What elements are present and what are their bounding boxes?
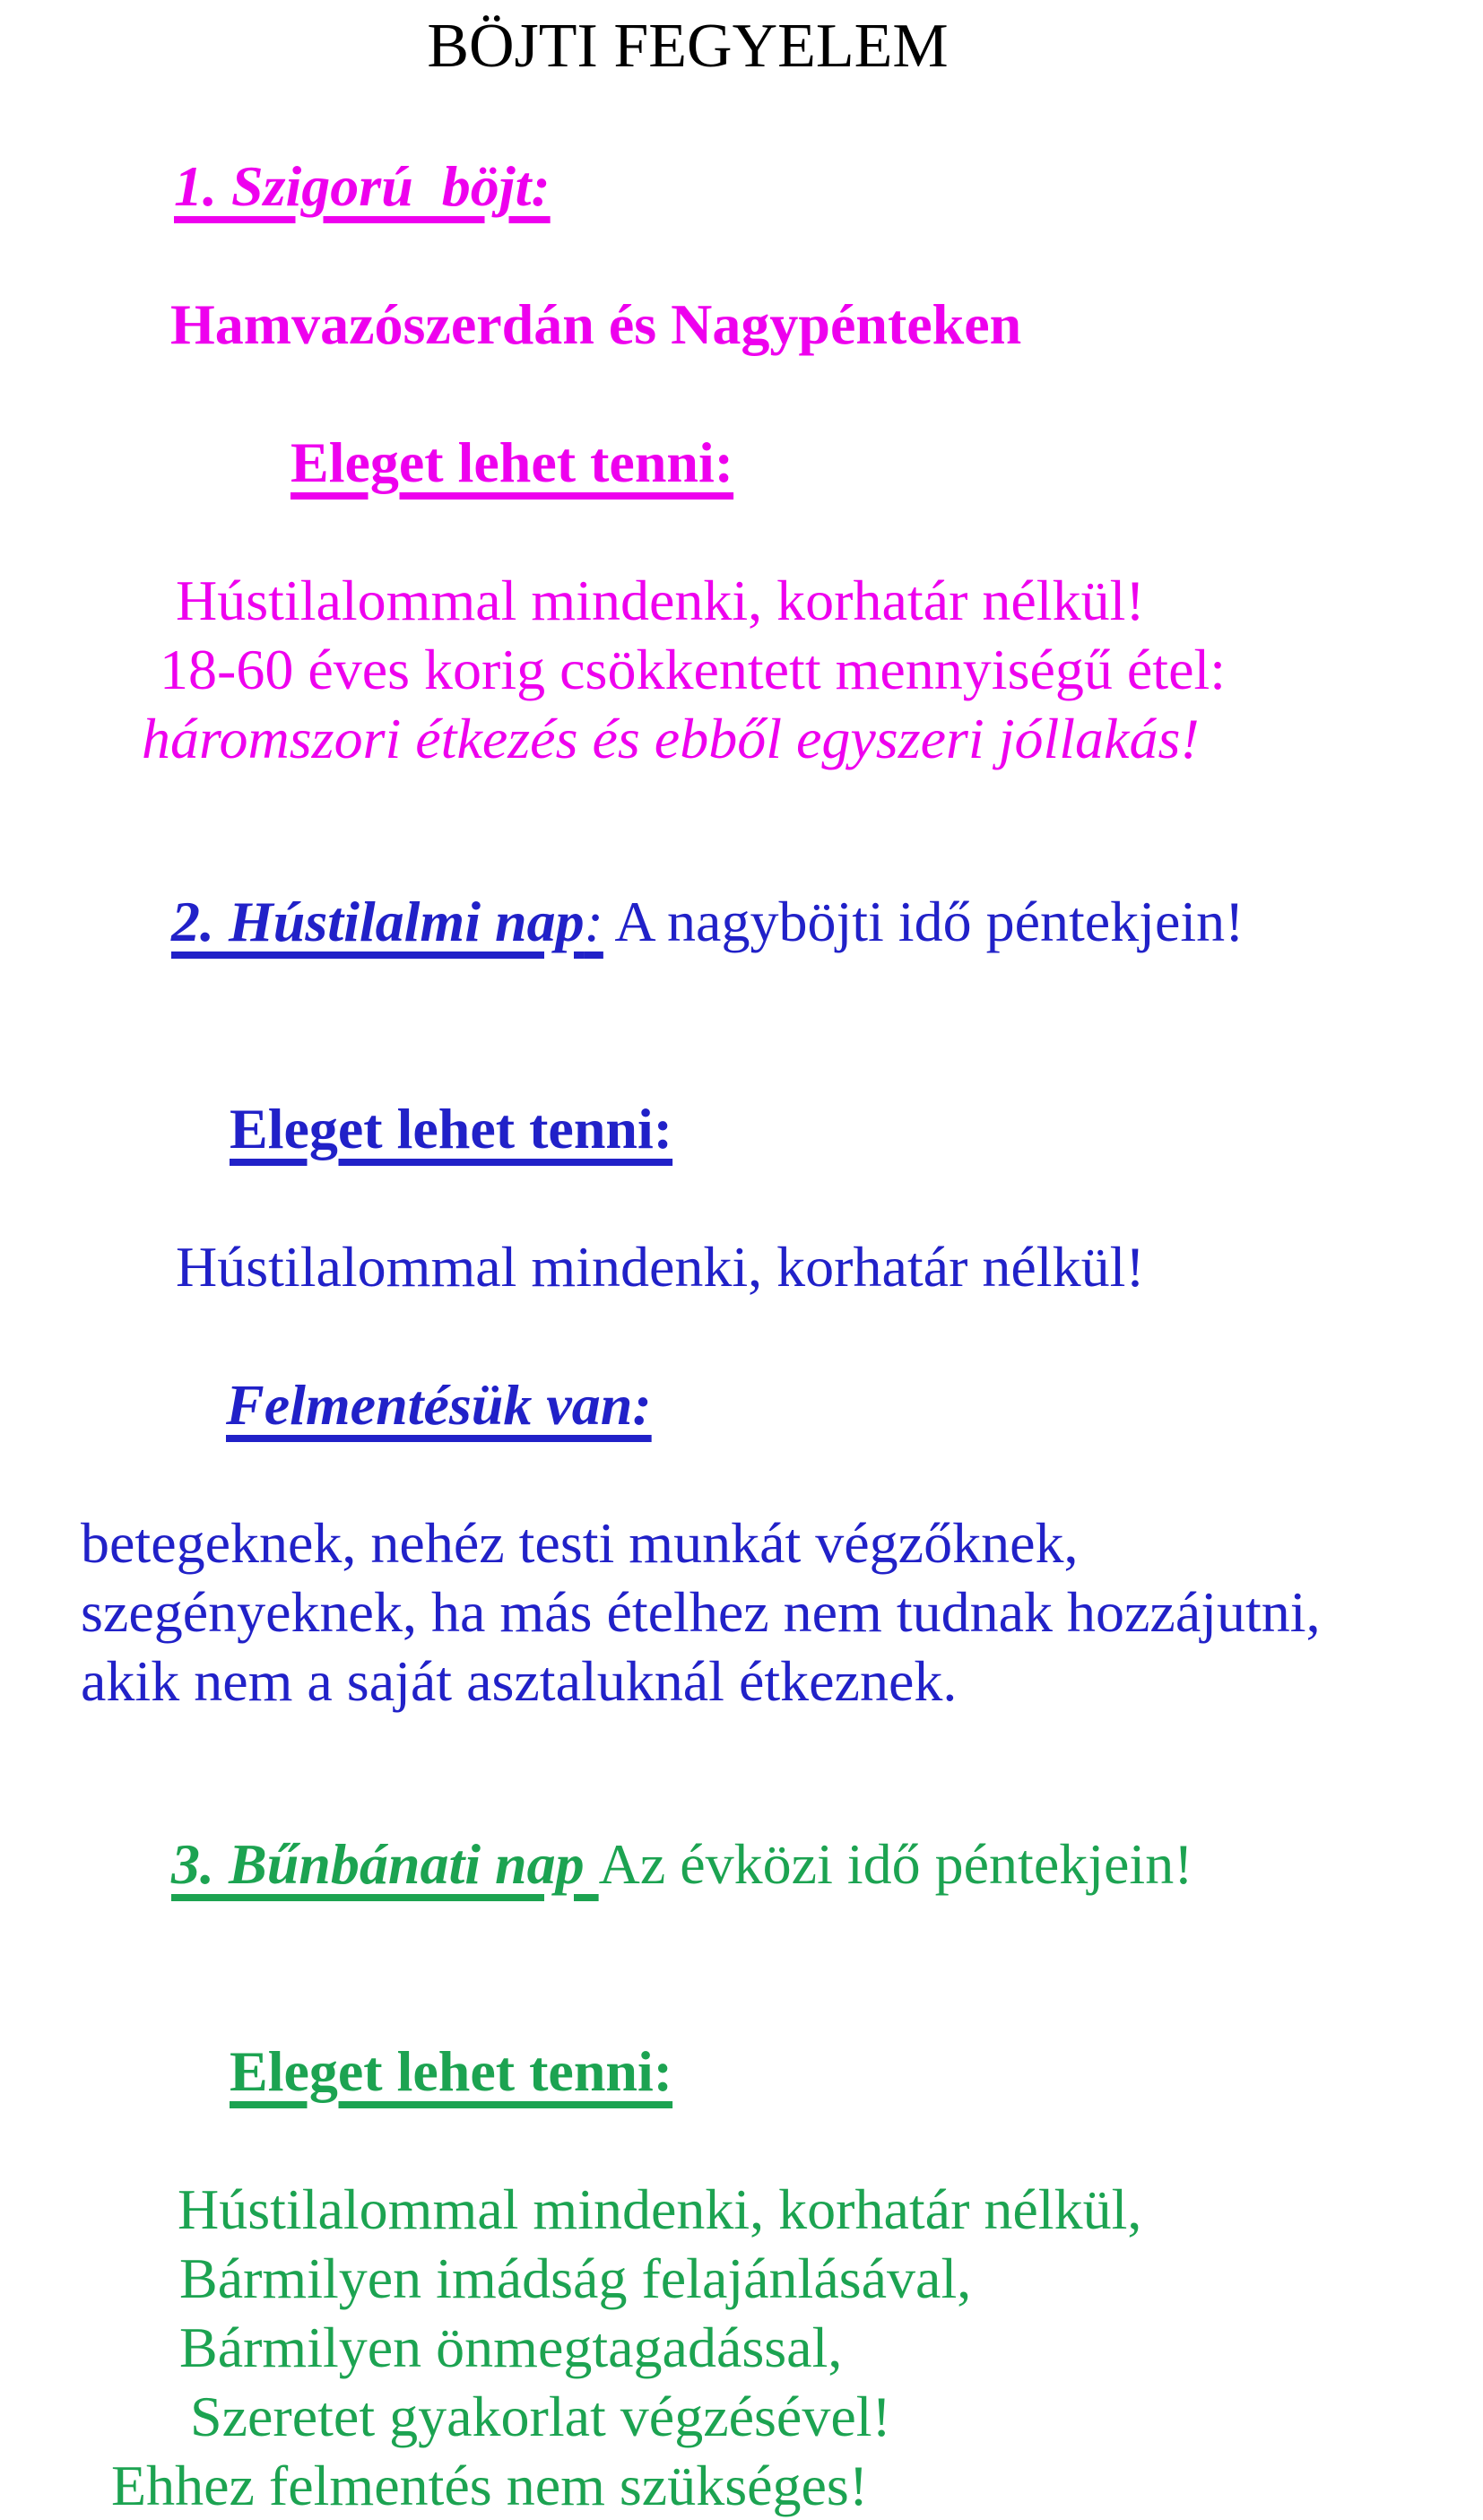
section-penitential-day [0,1760,1483,2520]
section-3-heading-text: 3. Bűnbánati nap [171,1832,599,1896]
section-2-subheading: Eleget lehet tenni: [230,1097,673,1160]
section-2-exempt-heading-wrap [140,1301,1483,1508]
section-2-heading [85,818,1483,1025]
section-3-heading [85,1760,1483,1968]
section-3-line-no-exemption: Ehhez felmentés nem szükséges! [111,2454,869,2517]
section-2-exempt-heading: Felmentésük van: [226,1373,652,1437]
section-1-heading [88,83,1483,290]
section-1-line-meat: Hústilalommal mindenki, korhatár nélkül! [176,569,1145,632]
section-3-line-meat: Hústilalommal mindenki, korhatár nélkül, [178,2177,1142,2241]
section-3-line-charity: Szeretet gyakorlat végzésével! [190,2385,891,2448]
section-2-line-poor: szegényeknek, ha más ételhez nem tudnak hozzájutni, [81,1580,1321,1644]
section-1-heading-text: 1. Szigorú böjt: [174,154,551,218]
section-2-line-meat: Hústilalommal mindenki, korhatár nélkül! [176,1235,1145,1299]
section-2-subheading-wrap [143,1025,1483,1232]
section-1-line-meals: háromszori étkezés és ebből egyszeri jóllakás! [142,707,1200,770]
section-3-heading-rest: Az évközi idő péntekjein! [598,1832,1193,1896]
section-2-line-table: akik nem a saját asztaluknál étkeznek. [81,1649,958,1713]
section-3-line-self-denial: Bármilyen önmegtagadással, [179,2316,843,2379]
page-title: BÖJTI FEGYELEM [427,12,949,81]
section-2-heading-rest: A nagyböjti idő péntekjein! [603,890,1245,953]
section-3-line-prayer: Bármilyen imádság felajánlásával, [179,2246,972,2310]
section-strict-fast [0,83,1483,773]
section-2-line-sick: betegeknek, nehéz testi munkát végzőknek, [81,1511,1079,1575]
section-1-line-age: 18-60 éves korig csökkentett mennyiségű étel: [160,638,1227,701]
section-meat-abstinence [0,818,1483,1716]
section-2-heading-text: 2. Hústilalmi nap [171,890,585,953]
section-3-subheading: Eleget lehet tenni: [230,2039,673,2103]
section-1-subheading: Eleget lehet tenni: [291,430,734,494]
section-2-heading-colon: : [584,890,603,953]
section-1-subheading-wrap [204,359,1483,566]
section-3-subheading-wrap [143,1968,1483,2175]
section-1-line-days: Hamvazószerdán és Nagypénteken [170,292,1022,356]
